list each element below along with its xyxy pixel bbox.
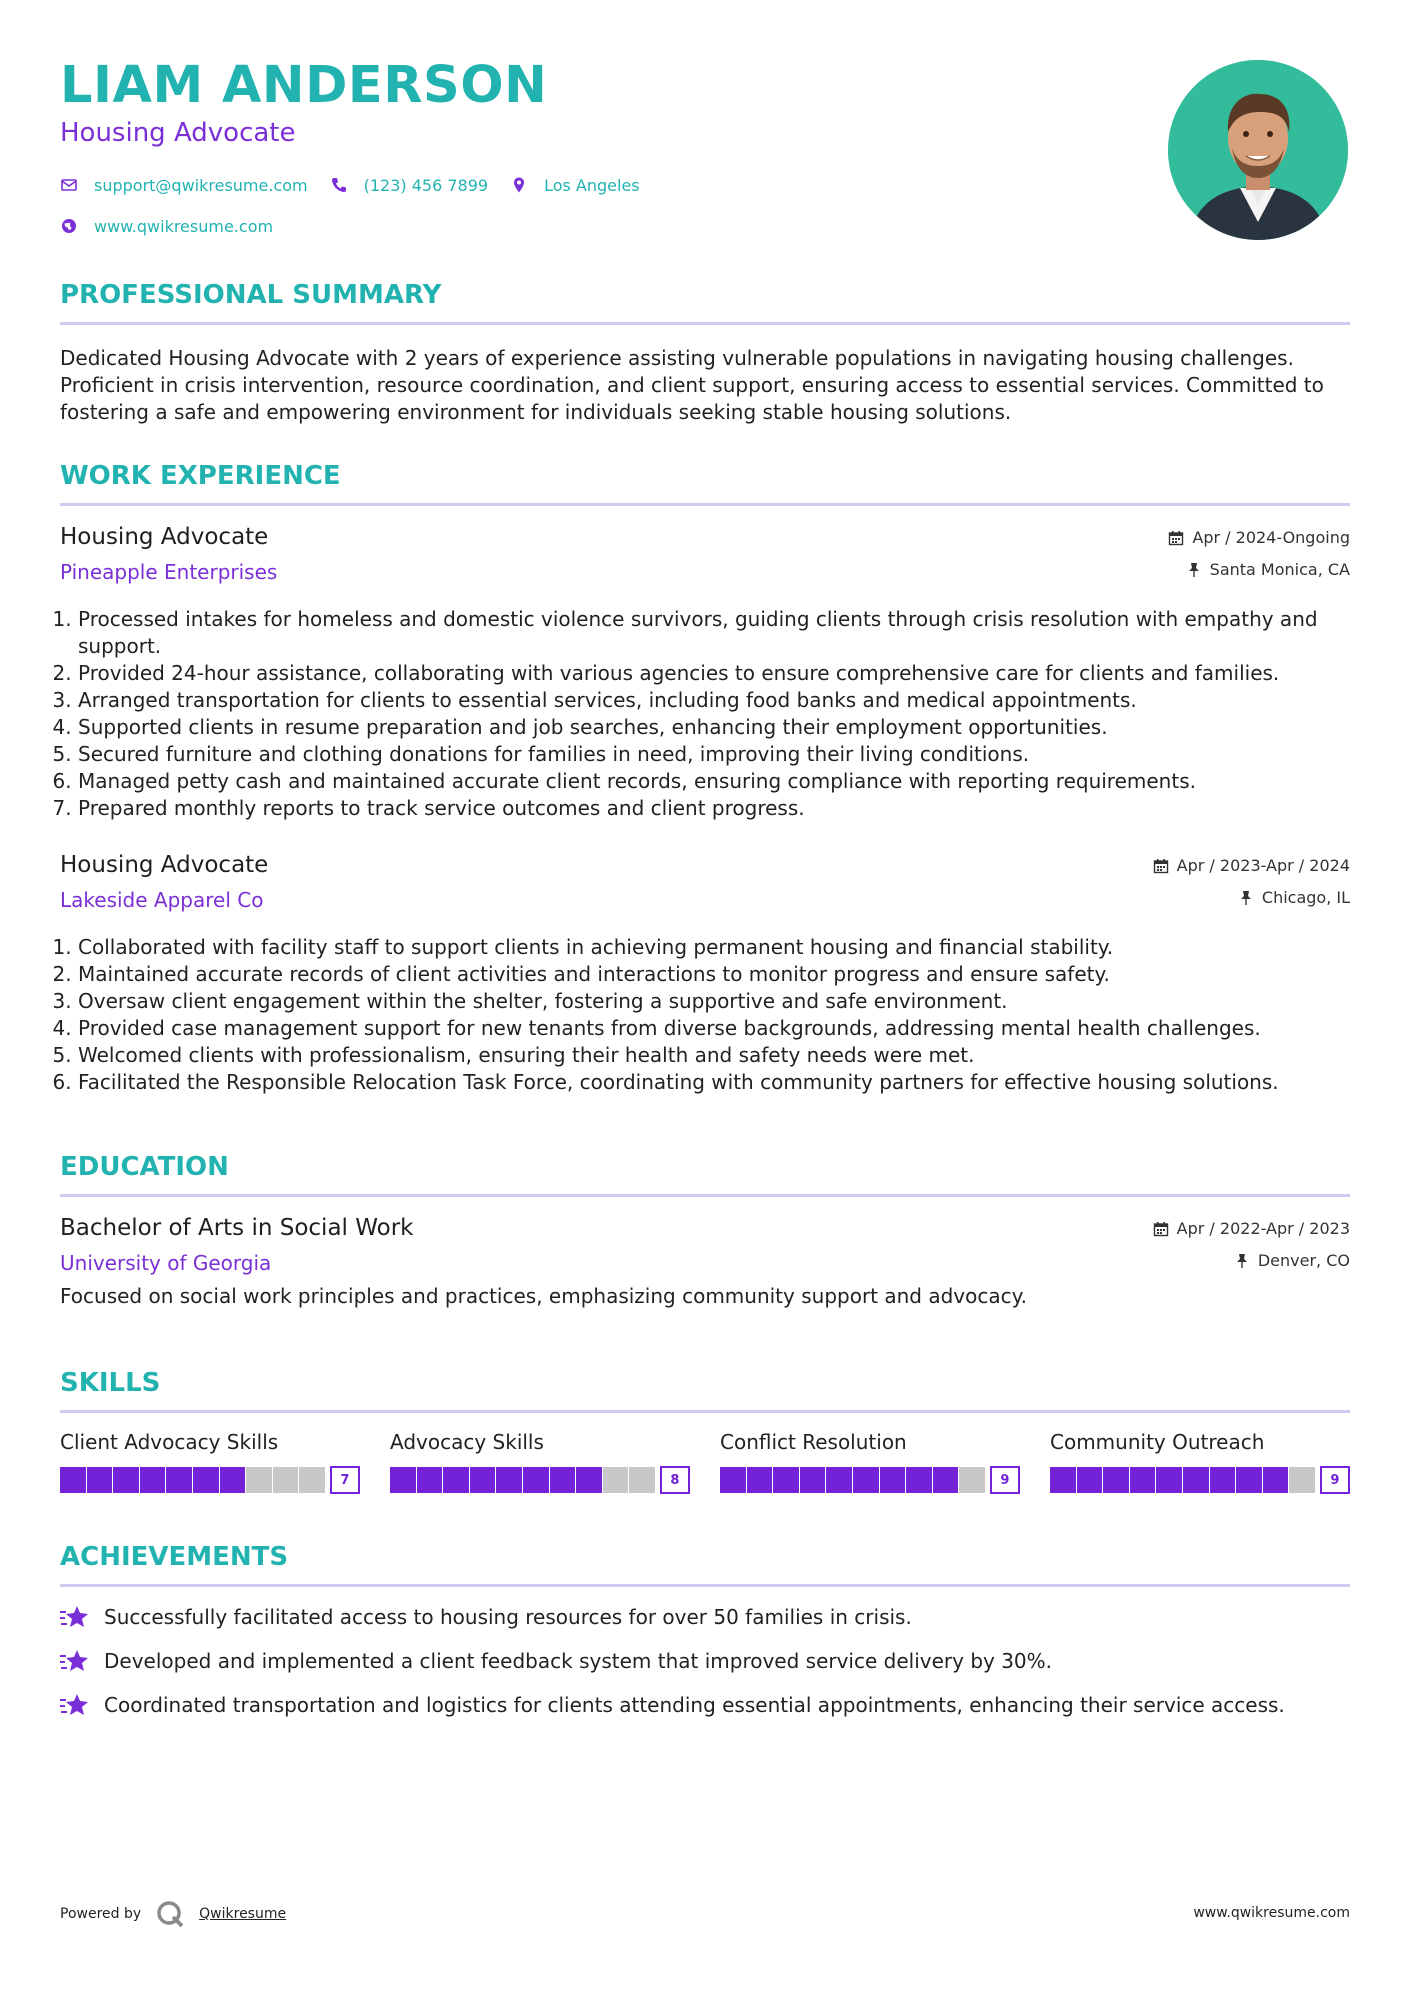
skill-rating-segment	[390, 1467, 416, 1493]
list-item: 5. Welcomed clients with professionalism, ensuring their health and safety needs were met.	[78, 1042, 1350, 1069]
achievements-heading: ACHIEVEMENTS	[60, 1542, 289, 1572]
skill-rating-segment	[720, 1467, 746, 1493]
list-item: 1. Collaborated with facility staff to support clients in achieving permanent housing and financial stability.	[78, 934, 1350, 961]
skill-rating-segment	[470, 1467, 496, 1493]
calendar-icon	[1168, 530, 1184, 546]
skill-rating-segment	[1050, 1467, 1076, 1493]
skill-rating-segment	[443, 1467, 469, 1493]
skill-rating-segment	[629, 1467, 655, 1493]
skill-item	[1050, 1430, 1350, 1494]
skill-rating-segment	[1236, 1467, 1262, 1493]
list-item: 2. Provided 24-hour assistance, collaborating with various agencies to ensure comprehensive care for clients and families.	[78, 660, 1350, 687]
job-dates-text: Apr / 2023-Apr / 2024	[1176, 856, 1350, 875]
education-entry	[60, 1215, 1350, 1310]
skill-rating-segment	[603, 1467, 629, 1493]
skill-rating-segment	[166, 1467, 192, 1493]
skill-rating-segment	[1077, 1467, 1103, 1493]
skill-rating-bar	[720, 1466, 1020, 1494]
section-divider	[60, 1584, 1350, 1587]
summary-heading: PROFESSIONAL SUMMARY	[60, 280, 442, 310]
skill-rating-bar	[1050, 1466, 1350, 1494]
skill-rating-segment	[1130, 1467, 1156, 1493]
star-badge-icon	[60, 1604, 90, 1630]
list-item: 1. Processed intakes for homeless and domestic violence survivors, guiding clients through crisis resolution with empathy and support.	[78, 606, 1350, 660]
job-entry	[60, 852, 1350, 1096]
achievement-item	[60, 1604, 912, 1630]
education-dates	[1153, 1219, 1350, 1238]
powered-by-label: Powered by	[60, 1906, 142, 1922]
experience-heading: WORK EXPERIENCE	[60, 461, 341, 491]
skill-rating-segment	[906, 1467, 932, 1493]
skill-item	[720, 1430, 1020, 1494]
achievement-text: Successfully facilitated access to housing resources for over 50 families in crisis.	[104, 1605, 912, 1629]
summary-section	[60, 280, 1350, 426]
person-photo-illustration	[1168, 60, 1348, 240]
skill-level-value: 7	[330, 1466, 360, 1494]
profile-photo	[1168, 60, 1348, 240]
pushpin-icon	[1186, 562, 1202, 578]
skill-rating-segment	[800, 1467, 826, 1493]
job-company: Lakeside Apparel Co	[60, 888, 264, 912]
achievements-section	[60, 1542, 1350, 1587]
school-name: University of Georgia	[60, 1251, 272, 1275]
section-divider	[60, 1194, 1350, 1197]
skill-rating-segment	[576, 1467, 602, 1493]
achievement-text: Coordinated transportation and logistics for clients attending essential appointments, enhancing their service access.	[104, 1693, 1285, 1717]
website-row	[60, 213, 295, 239]
website-text: www.qwikresume.com	[94, 216, 274, 236]
skill-name: Client Advocacy Skills	[60, 1430, 279, 1454]
job-location-text: Chicago, IL	[1261, 888, 1350, 907]
list-item: 4. Supported clients in resume preparation and job searches, enhancing their employment opportunities.	[78, 714, 1350, 741]
skill-rating-segment	[1183, 1467, 1209, 1493]
skill-level-value: 8	[660, 1466, 690, 1494]
skills-heading: SKILLS	[60, 1368, 161, 1398]
calendar-icon	[1153, 858, 1169, 874]
candidate-title: Housing Advocate	[60, 118, 296, 148]
skill-rating-segment	[140, 1467, 166, 1493]
education-section	[60, 1152, 1350, 1197]
skill-rating-segment	[523, 1467, 549, 1493]
list-item: 5. Secured furniture and clothing donations for families in need, improving their living conditions.	[78, 741, 1350, 768]
experience-section	[60, 461, 1350, 506]
envelope-icon	[60, 176, 78, 194]
section-divider	[60, 1410, 1350, 1413]
footer-website[interactable]: www.qwikresume.com	[1193, 1905, 1350, 1921]
pushpin-icon	[1234, 1253, 1250, 1269]
job-title: Housing Advocate	[60, 852, 269, 878]
skill-rating-segment	[773, 1467, 799, 1493]
skill-rating-segment	[299, 1467, 325, 1493]
contact-row	[60, 172, 662, 198]
list-item: 3. Oversaw client engagement within the shelter, fostering a supportive and safe environment.	[78, 988, 1350, 1015]
summary-text: Dedicated Housing Advocate with 2 years of experience assisting vulnerable populations in navigating housing challenges. Proficient in crisis intervention, resource coordination, and client support, ensuring access to essential services. Committed to fostering a safe and empowering environment for individuals seeking stable housing solutions.	[60, 346, 1324, 424]
phone-item[interactable]	[330, 176, 488, 195]
achievement-item	[60, 1648, 1052, 1674]
skill-rating-segment	[880, 1467, 906, 1493]
education-heading: EDUCATION	[60, 1152, 229, 1182]
skill-rating-bar	[60, 1466, 360, 1494]
skill-rating-segment	[1156, 1467, 1182, 1493]
skill-rating-segment	[853, 1467, 879, 1493]
skills-list	[60, 1430, 1350, 1494]
location-text: Los Angeles	[544, 175, 640, 195]
skill-level-value: 9	[1320, 1466, 1350, 1494]
skill-rating-segment	[959, 1467, 985, 1493]
job-location	[1238, 888, 1350, 907]
skill-rating-segment	[417, 1467, 443, 1493]
skill-name: Community Outreach	[1050, 1430, 1265, 1454]
website-item[interactable]	[60, 217, 273, 236]
skill-rating-segment	[246, 1467, 272, 1493]
skill-rating-segment	[933, 1467, 959, 1493]
job-dates	[1168, 528, 1350, 547]
skill-name: Advocacy Skills	[390, 1430, 544, 1454]
phone-text: (123) 456 7899	[363, 175, 489, 195]
list-item: 6. Managed petty cash and maintained accurate client records, ensuring compliance with reporting requirements.	[78, 768, 1350, 795]
skill-rating-segment	[826, 1467, 852, 1493]
skill-rating-segment	[1289, 1467, 1315, 1493]
job-location	[1186, 560, 1350, 579]
achievement-text: Developed and implemented a client feedback system that improved service delivery by 30%.	[104, 1649, 1053, 1673]
qwikresume-link[interactable]: Qwikresume	[199, 1906, 287, 1922]
education-dates-text: Apr / 2022-Apr / 2023	[1176, 1219, 1350, 1238]
star-badge-icon	[60, 1648, 90, 1674]
skill-rating-segment	[273, 1467, 299, 1493]
skill-rating-segment	[87, 1467, 113, 1493]
skill-rating-segment	[747, 1467, 773, 1493]
globe-icon	[60, 217, 78, 235]
job-title: Housing Advocate	[60, 524, 269, 550]
skill-rating-segment	[1103, 1467, 1129, 1493]
map-pin-icon	[510, 176, 528, 194]
calendar-icon	[1153, 1221, 1169, 1237]
star-badge-icon	[60, 1692, 90, 1718]
location-item	[510, 176, 640, 195]
achievement-item	[60, 1692, 1285, 1718]
skill-rating-segment	[220, 1467, 246, 1493]
email-text: support@qwikresume.com	[94, 175, 308, 195]
skill-rating-segment	[113, 1467, 139, 1493]
list-item: 4. Provided case management support for new tenants from diverse backgrounds, addressing mental health challenges.	[78, 1015, 1350, 1042]
job-bullets	[60, 606, 1350, 822]
skill-rating-segment	[550, 1467, 576, 1493]
skill-level-value: 9	[990, 1466, 1020, 1494]
list-item: 7. Prepared monthly reports to track service outcomes and client progress.	[78, 795, 1350, 822]
job-entry	[60, 524, 1350, 822]
section-divider	[60, 503, 1350, 506]
education-description: Focused on social work principles and practices, emphasizing community support and advocacy.	[60, 1284, 1027, 1308]
job-company: Pineapple Enterprises	[60, 560, 278, 584]
skill-rating-segment	[193, 1467, 219, 1493]
list-item: 3. Arranged transportation for clients to essential services, including food banks and medical appointments.	[78, 687, 1350, 714]
education-location-text: Denver, CO	[1257, 1251, 1350, 1270]
pushpin-icon	[1238, 890, 1254, 906]
job-dates-text: Apr / 2024-Ongoing	[1192, 528, 1350, 547]
section-divider	[60, 322, 1350, 325]
skill-name: Conflict Resolution	[720, 1430, 907, 1454]
job-bullets	[60, 934, 1350, 1096]
job-dates	[1153, 856, 1350, 875]
phone-icon	[330, 176, 348, 194]
skill-item	[60, 1430, 360, 1494]
education-location	[1234, 1251, 1350, 1270]
skill-rating-segment	[1210, 1467, 1236, 1493]
email-item[interactable]	[60, 176, 308, 195]
skill-rating-segment	[496, 1467, 522, 1493]
candidate-name: LIAM ANDERSON	[60, 56, 548, 115]
qwikresume-logo-icon	[155, 1899, 185, 1929]
list-item: 6. Facilitated the Responsible Relocation Task Force, coordinating with community partners for effective housing solutions.	[78, 1069, 1350, 1096]
skills-section	[60, 1368, 1350, 1413]
skill-item	[390, 1430, 690, 1494]
skill-rating-segment	[1263, 1467, 1289, 1493]
skill-rating-segment	[60, 1467, 86, 1493]
skill-rating-bar	[390, 1466, 690, 1494]
footer-powered-by	[60, 1899, 286, 1929]
degree-title: Bachelor of Arts in Social Work	[60, 1215, 414, 1241]
list-item: 2. Maintained accurate records of client activities and interactions to monitor progress and ensure safety.	[78, 961, 1350, 988]
job-location-text: Santa Monica, CA	[1209, 560, 1350, 579]
